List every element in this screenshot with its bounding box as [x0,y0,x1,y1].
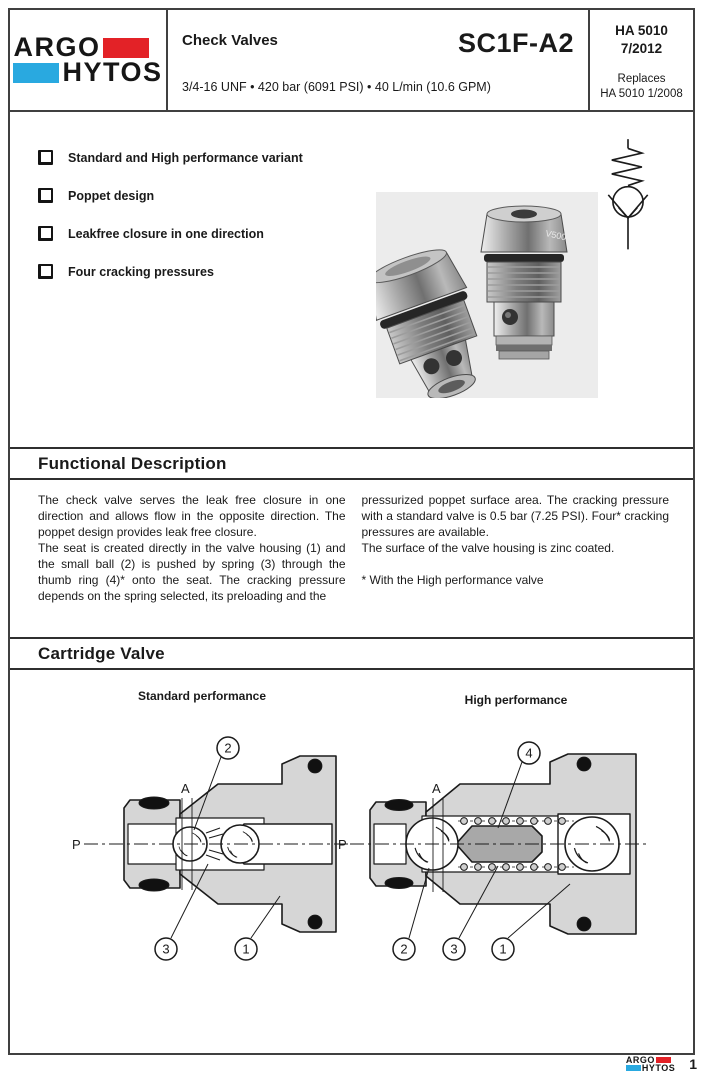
fd-paragraph: The surface of the valve housing is zinc coated. [361,541,615,555]
feature-label: Standard and High performance variant [68,150,303,165]
port-label-p: P [338,837,347,852]
footer-logo-cyan-block [626,1065,641,1071]
svg-text:2: 2 [224,740,232,756]
svg-text:4: 4 [525,745,533,761]
feature-item [38,264,368,279]
replaces-doc: HA 5010 1/2008 [600,88,683,100]
port-label-p: P [72,837,81,852]
logo-red-block [103,38,149,58]
checkbox-icon [38,226,53,241]
feature-label: Poppet design [68,188,155,203]
feature-label: Four cracking pressures [68,264,214,279]
feature-list [38,150,368,302]
high-performance-diagram [336,726,652,966]
product-family-title: Check Valves [182,32,278,49]
fd-paragraph: The check valve serves the leak free closure in one direction and allows flow in the opposite direction. The poppet design provides leak free closure. [38,493,346,539]
feature-item [38,150,368,165]
checkbox-icon [38,188,53,203]
model-number: SC1F-A2 [457,28,574,58]
fd-footnote: * With the High performance valve [361,573,544,587]
svg-text:3: 3 [450,941,458,957]
standard-performance-diagram [68,726,358,966]
port-label-a: A [432,781,441,796]
logo-text-argo: ARGO [13,32,101,62]
standard-performance-label: Standard performance [137,689,267,703]
logo-text-hytos: HYTOS [62,57,163,87]
feature-label: Leakfree closure in one direction [68,226,264,241]
argo-hytos-logo [13,32,163,87]
header-middle-cell [168,10,590,110]
logo-cyan-block [13,63,59,83]
replaces-label: Replaces [617,73,666,85]
feature-item [38,188,368,203]
svg-text:3: 3 [162,941,170,957]
valve-cartridge-right [481,206,567,359]
functional-description-body [38,492,669,604]
functional-description-title: Functional Description [38,453,227,473]
functional-description-band [10,447,693,480]
svg-text:1: 1 [242,941,250,957]
page-number: 1 [689,1056,697,1072]
svg-text:2: 2 [400,941,408,957]
product-specs: 3/4-16 UNF • 420 bar (6091 PSI) • 40 L/min (10.6 GPM) [182,80,491,94]
cartridge-valve-band [10,637,693,670]
checkbox-icon [38,150,53,165]
doc-date: 7/2012 [620,41,663,56]
cartridge-valve-title: Cartridge Valve [38,643,165,663]
header-doc-cell [590,10,693,110]
page-footer [626,1056,697,1072]
valve-stamp: V500 [544,228,568,243]
check-valve-hydraulic-symbol-icon [602,138,654,254]
checkbox-icon [38,264,53,279]
product-photo [376,192,598,398]
feature-item [38,226,368,241]
svg-text:1: 1 [499,941,507,957]
footer-logo-hytos: HYTOS [641,1063,676,1073]
fd-paragraph: pressurized poppet surface area. The cracking pressure with a standard valve is 0.5 bar (7.25 PSI). Four* cracking pressures are available. [361,493,669,539]
port-label-a: A [181,781,190,796]
fd-column-left [38,492,346,604]
page-border-frame [8,8,695,1055]
header [10,10,693,112]
header-logo-cell [10,10,168,110]
fd-column-right [362,492,670,604]
fd-paragraph: The seat is created directly in the valve housing (1) and the small ball (2) is pushed by spring (3) through the thumb ring (4)* onto the seat. The cracking pressure depends on the spring selected, its preloading and the [38,541,346,603]
high-performance-label: High performance [464,693,568,707]
footer-logo-argo: ARGO [625,1055,655,1065]
footer-logo [626,1056,675,1072]
doc-number: HA 5010 [615,23,668,38]
